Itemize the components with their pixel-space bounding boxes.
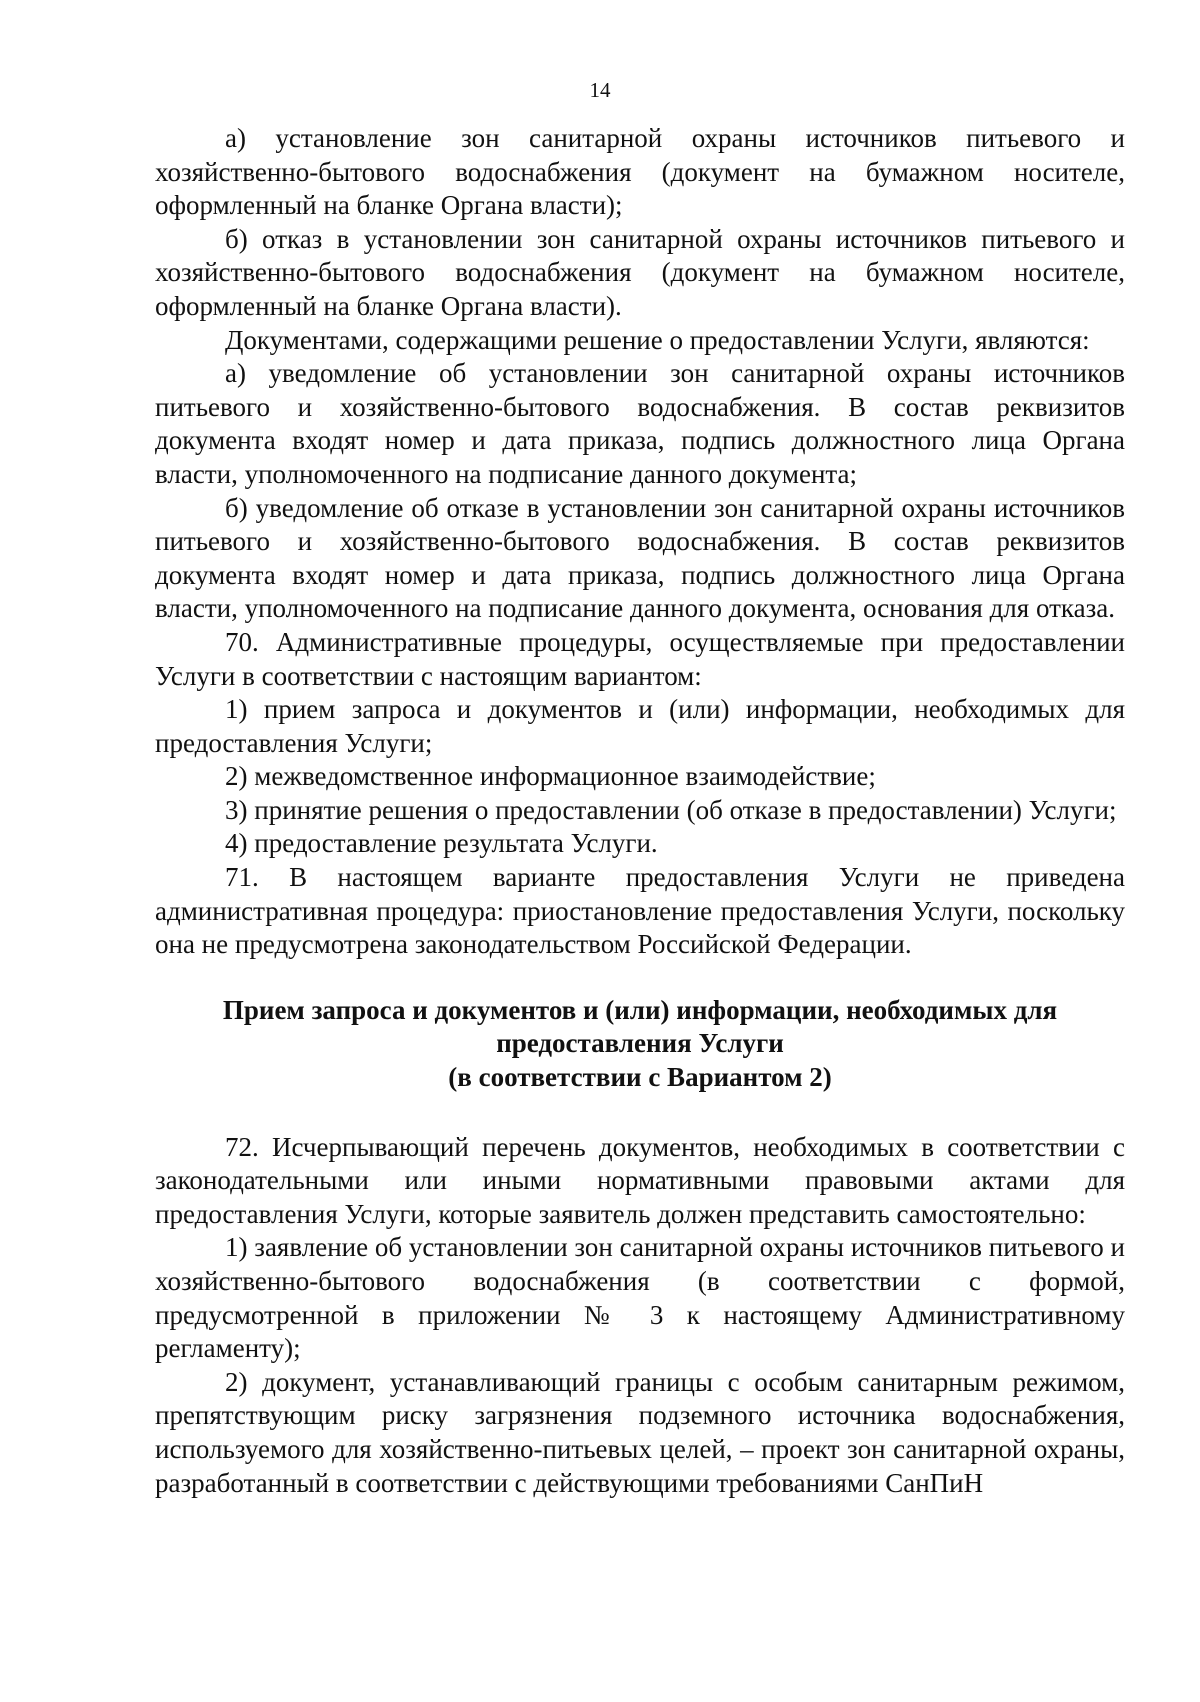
list-item-procedure-1: 1) прием запроса и документов и (или) информации, необходимых для предоставления Услуги; — [155, 694, 1125, 758]
paragraph-decision-b: б) отказ в установлении зон санитарной охраны источников питьевого и хозяйственно-бытового водоснабжения (документ на бумажном носителе, оформленный на бланке Органа власти). — [155, 223, 1125, 321]
paragraph-72: 72. Исчерпывающий перечень документов, необходимых в соответствии с законодательными или иными нормативными правовыми актами для предоставления Услуги, которые заявитель должен представить самостоятельно: — [155, 1131, 1125, 1229]
section-heading-line-3: (в соответствии с Вариантом 2) — [448, 1062, 832, 1093]
section-heading-line-2: предоставления Услуги — [496, 1028, 784, 1059]
section-heading-line-1: Прием запроса и документов и (или) информации, необходимых для — [222, 994, 1058, 1025]
document-body — [155, 122, 1125, 1500]
list-item-procedure-3: 3) принятие решения о предоставлении (об отказе в предоставлении) Услуги; — [225, 794, 1117, 825]
section-heading — [155, 994, 1125, 1095]
list-item-procedure-4: 4) предоставление результата Услуги. — [225, 828, 658, 859]
paragraph-70: 70. Административные процедуры, осуществляемые при предоставлении Услуги в соответствии с настоящим вариантом: — [155, 626, 1125, 691]
list-item-document-1: 1) заявление об установлении зон санитарной охраны источников питьевого и хозяйственно-бытового водоснабжения (в соответствии с формой, предусмотренной в приложении № 3 к настоящему Административному регламенту); — [155, 1232, 1125, 1364]
list-item-document-2: 2) документ, устанавливающий границы с особым санитарным режимом, препятствующим риску загрязнения подземного источника водоснабжения, используемого для хозяйственно-питьевых целей, – проект зон санитарной охраны, разработанный в соответствии с действующими требованиями СанПиН — [155, 1366, 1125, 1498]
paragraph-71: 71. В настоящем варианте предоставления Услуги не приведена административная процедура: приостановление предоставления Услуги, поскольку она не предусмотрена законодательством Российской Федерации. — [155, 862, 1125, 960]
paragraph-notice-b: б) уведомление об отказе в установлении зон санитарной охраны источников питьевого и хозяйственно-бытового водоснабжения. В состав реквизитов документа входят номер и дата приказа, подпись должностного лица Органа власти, уполномоченного на подписание данного документа, основания для отказа. — [155, 492, 1125, 624]
paragraph-documents-intro: Документами, содержащими решение о предоставлении Услуги, являются: — [225, 324, 1090, 355]
page-number: 14 — [589, 78, 611, 102]
list-item-procedure-2: 2) межведомственное информационное взаимодействие; — [225, 761, 876, 792]
paragraph-decision-a: а) установление зон санитарной охраны источников питьевого и хозяйственно-бытового водоснабжения (документ на бумажном носителе, оформленный на бланке Органа власти); — [155, 123, 1125, 221]
paragraph-notice-a: а) уведомление об установлении зон санитарной охраны источников питьевого и хозяйственно-бытового водоснабжения. В состав реквизитов документа входят номер и дата приказа, подпись должностного лица Органа власти, уполномоченного на подписание данного документа; — [155, 358, 1125, 489]
